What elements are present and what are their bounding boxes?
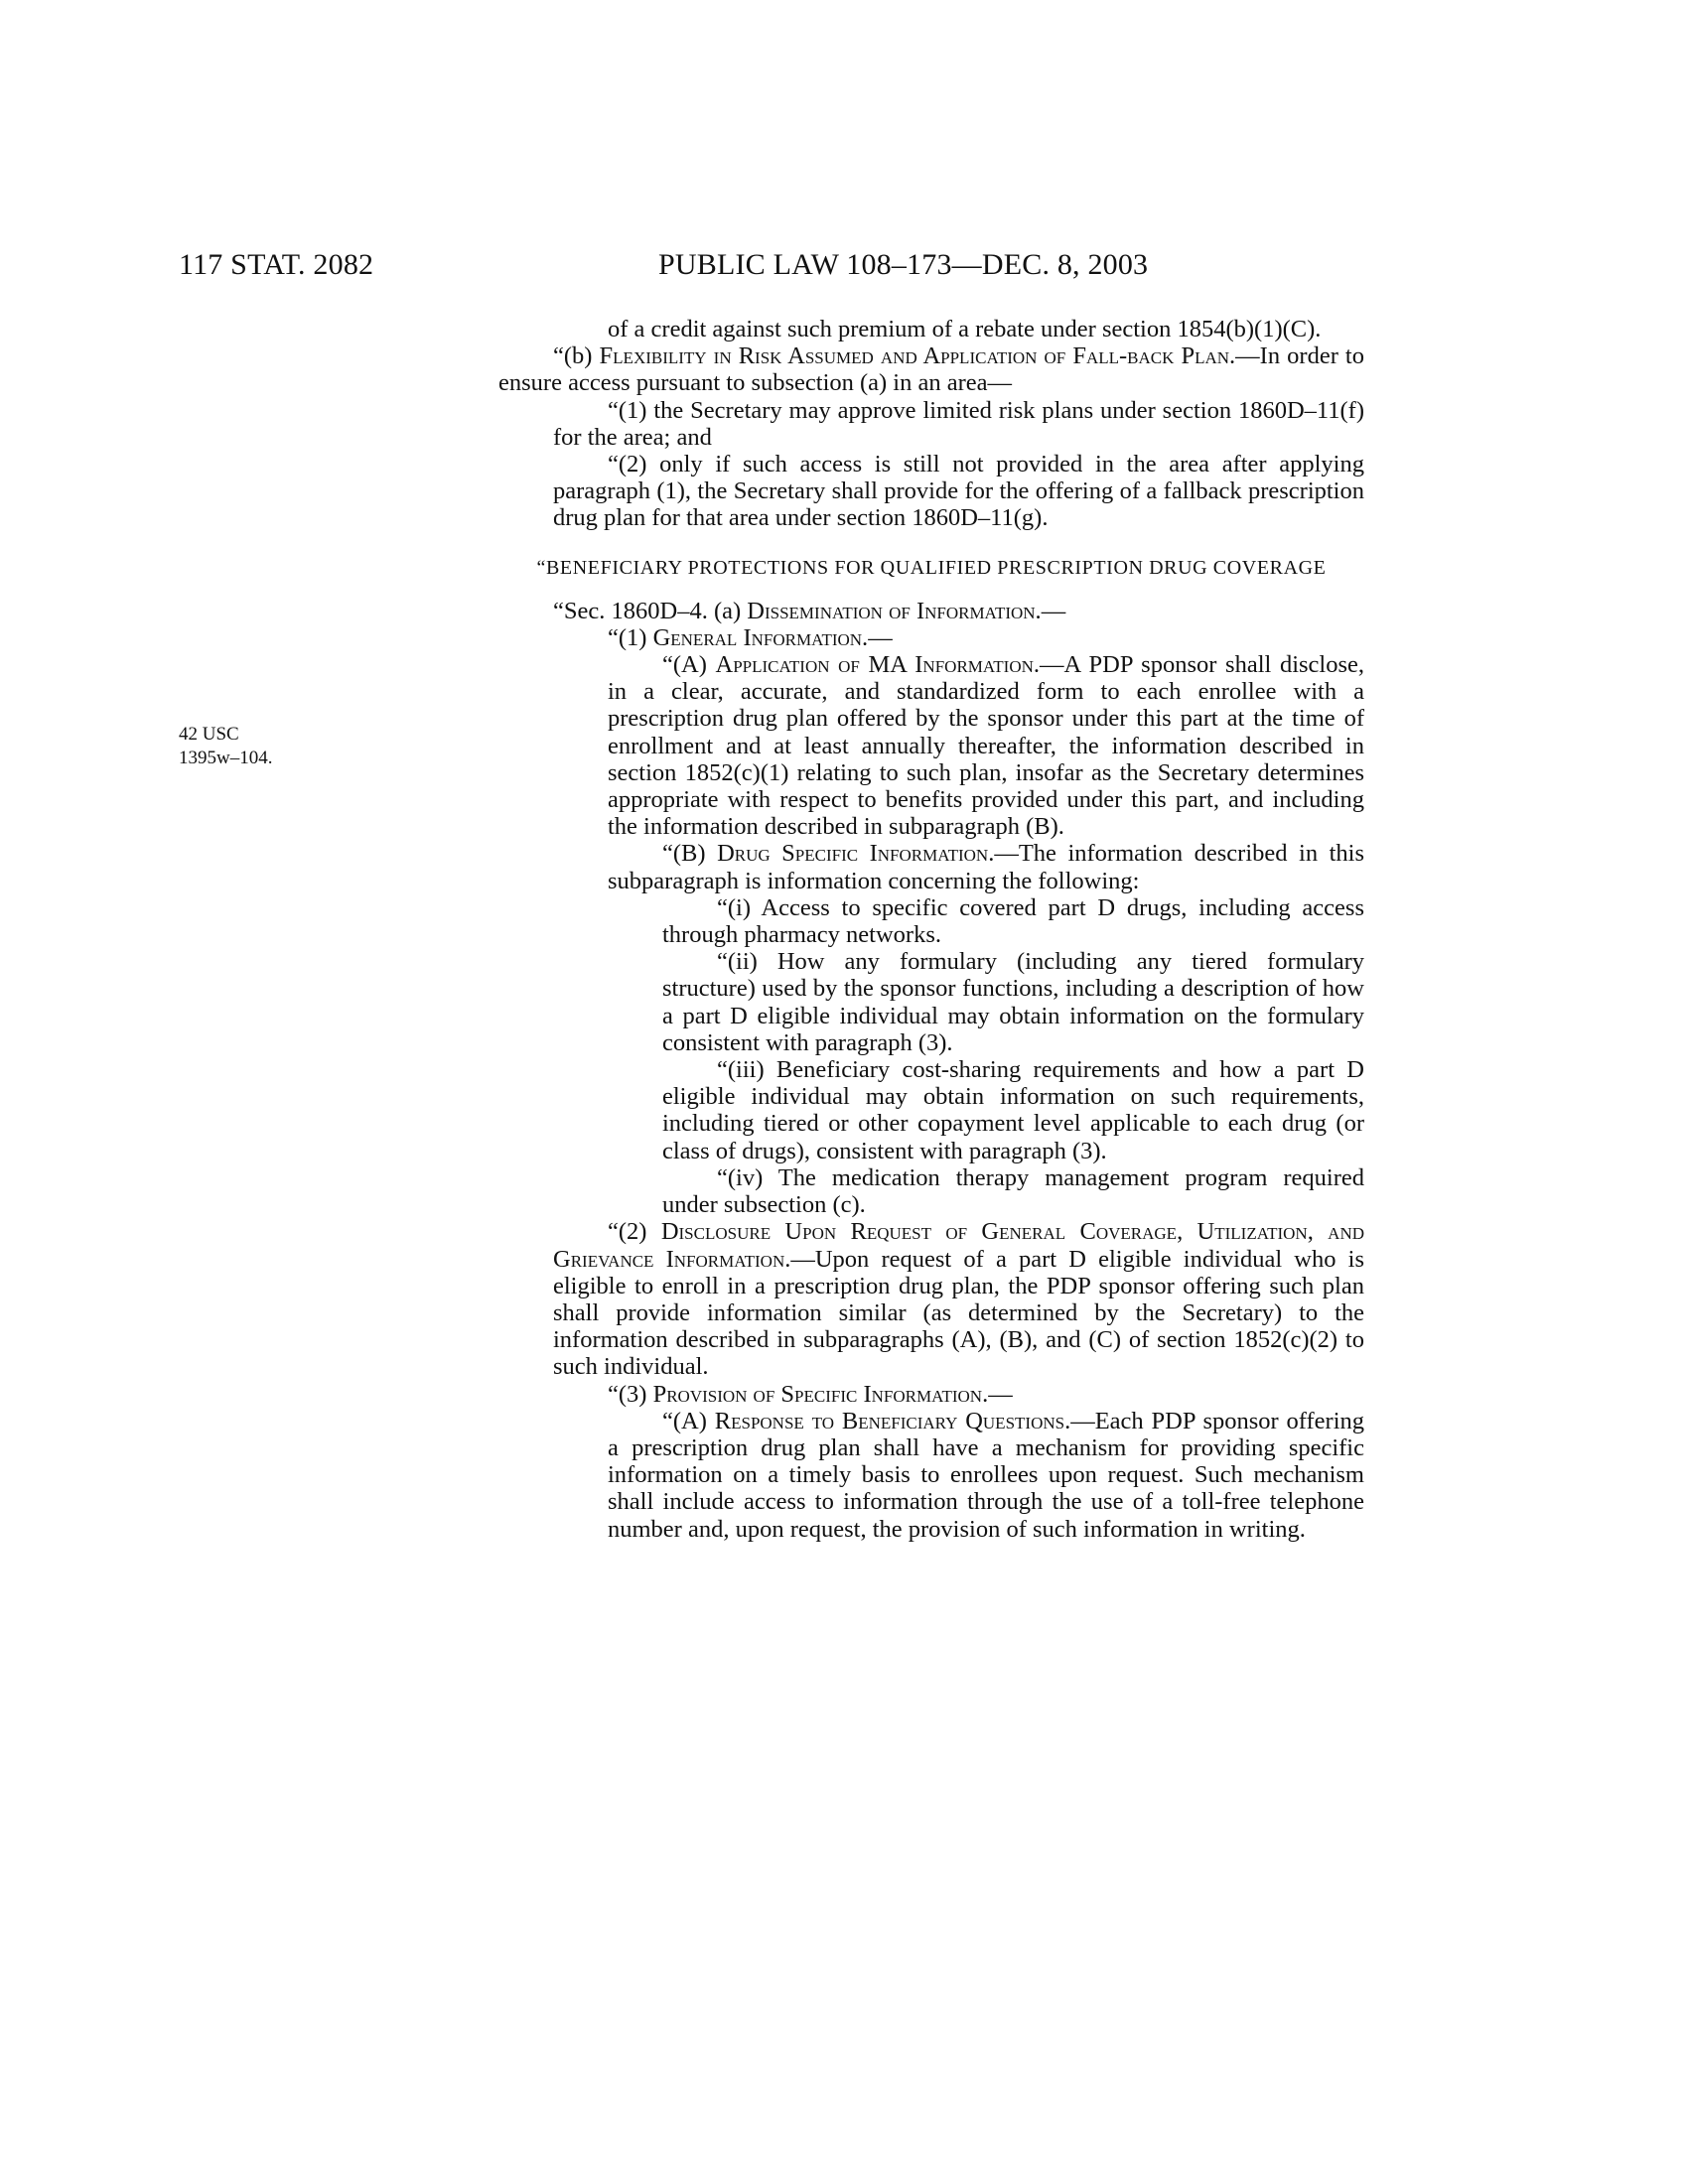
- subsection-b-body: —In order to ensure access pursuant to subsection (a) in an area—: [498, 342, 1364, 397]
- subparagraph-a3a-title: Response to Beneficiary Questions.: [714, 1407, 1071, 1434]
- subparagraph-a1b-lead: “(B): [662, 840, 706, 868]
- subparagraph-a3a: [498, 1408, 1364, 1543]
- clause-i: “(i) Access to specific covered part D drugs, including access through pharmacy networks.: [662, 893, 1364, 949]
- subparagraph-a3a-body: —Each PDP sponsor offering a prescription drug plan shall have a mechanism for providing specific information on a timely basis to enrollees upon request. Such mechanism shall include access to information through the use of a toll-free telephone number and, upon request, the provision of such information in writing.: [608, 1407, 1364, 1543]
- paragraph-a2: [498, 1218, 1364, 1380]
- paragraph-a3-lead: “(3): [608, 1380, 647, 1408]
- page-reference: 117 STAT. 2082: [179, 248, 374, 281]
- margin-citation-line-2: 1395w–104.: [179, 748, 273, 768]
- subsection-b-lead: “(b): [553, 342, 593, 370]
- subparagraph-a1a-body: —A PDP sponsor shall disclose, in a clear, accurate, and standardized form to each enrollee with a prescription drug plan offered by the sponsor under this part at the time of enrollment and at least annually thereafter, the information described in section 1852(c)(1) relating to such plan, insofar as the Secretary determines appropriate with respect to benefits provided under this part, and including the information described in subparagraph (B).: [608, 651, 1364, 841]
- section-heading: “BENEFICIARY PROTECTIONS FOR QUALIFIED PRESCRIPTION DRUG COVERAGE: [536, 556, 1327, 579]
- clause-iv: “(iv) The medication therapy management program required under subsection (c).: [662, 1163, 1364, 1219]
- subparagraph-a1b: [498, 840, 1364, 893]
- margin-citation: [179, 723, 272, 770]
- running-header-title: PUBLIC LAW 108–173—DEC. 8, 2003: [658, 248, 1149, 281]
- paragraph-2: “(2) only if such access is still not provided in the area after applying paragraph (1), the Secretary shall provide for the offering of a fallback prescription drug plan for that area under section 1860D–11(g).: [553, 451, 1364, 532]
- statute-body: [498, 316, 1364, 1543]
- subsection-b: [498, 342, 1364, 396]
- subparagraph-a1a-lead: “(A): [662, 651, 707, 679]
- paragraph-1: “(1) the Secretary may approve limited risk plans under section 1860D–11(f) for the area; and: [553, 396, 1364, 451]
- section-body: —: [1041, 597, 1066, 624]
- paragraph-a1-lead: “(1): [608, 623, 647, 651]
- paragraph-a1: [498, 624, 1364, 651]
- paragraph-a3-title: Provision of Specific Information.: [652, 1380, 989, 1408]
- paragraph-a2-title: Disclosure Upon Request of General Coverage, Utilization, and Grievance Information.: [553, 1218, 1365, 1273]
- subparagraph-a1a-title: Application of MA Information.: [715, 651, 1041, 679]
- subparagraph-a1a: [498, 651, 1364, 840]
- clause-iii: “(iii) Beneficiary cost-sharing requirements and how a part D eligible individual may obtain information on such requirements, including tiered or other copayment level applicable to each drug (or class of drugs), consistent with paragraph (3).: [662, 1056, 1364, 1164]
- paragraph-a1-body: —: [868, 623, 893, 651]
- paragraph-a3: [498, 1381, 1364, 1408]
- paragraph-a1-title: General Information.: [652, 623, 869, 651]
- paragraph-a2-body: —Upon request of a part D eligible individual who is eligible to enroll in a prescription drug plan, the PDP sponsor offering such plan shall provide information similar (as determined by the Secretary) to the information described in subparagraphs (A), (B), and (C) of section 1852(c)(2) to such individual.: [553, 1245, 1364, 1381]
- subsection-b-title: Flexibility in Risk Assumed and Application of Fall-back Plan.: [599, 342, 1236, 370]
- section-title: Dissemination of Information.: [747, 597, 1042, 624]
- subparagraph-a1b-body: —The information described in this subparagraph is information concerning the following:: [608, 840, 1364, 894]
- paragraph-continuation: of a credit against such premium of a rebate under section 1854(b)(1)(C).: [608, 316, 1322, 342]
- paragraph-a2-lead: “(2): [608, 1218, 647, 1246]
- paragraph-a3-body: —: [988, 1380, 1013, 1408]
- clause-ii: “(ii) How any formulary (including any tiered formulary structure) used by the sponsor functions, including a description of how a part D eligible individual may obtain information on the formulary consistent with paragraph (3).: [662, 948, 1364, 1056]
- subparagraph-a3a-lead: “(A): [662, 1407, 707, 1434]
- section-1860d4-a: [498, 598, 1364, 624]
- section-lead: “Sec. 1860D–4. (a): [553, 597, 742, 624]
- subparagraph-a1b-title: Drug Specific Information.: [717, 840, 995, 868]
- margin-citation-line-1: 42 USC: [179, 724, 239, 745]
